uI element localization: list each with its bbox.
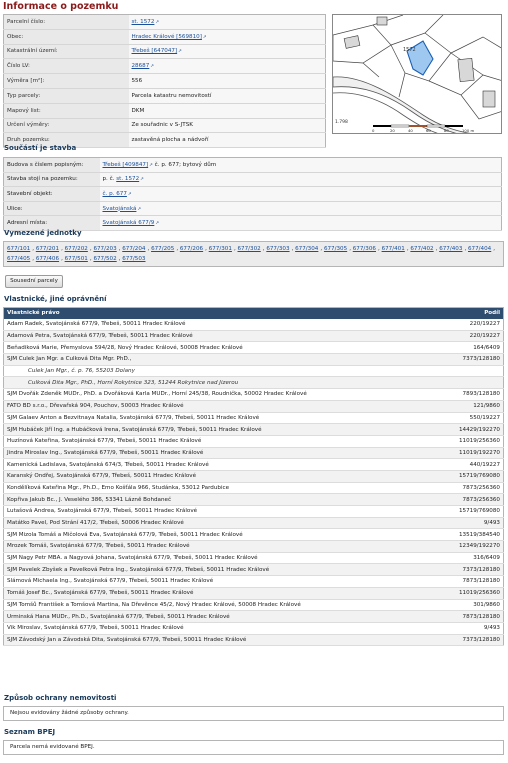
unit-link[interactable]: 677/501 [64, 256, 88, 262]
map-scale-label: 20 [390, 128, 395, 133]
owner-name: SJM Culek Jan Mgr. a Culková Dita Mgr. PhD., [4, 354, 434, 366]
info-row [4, 103, 326, 118]
owner-share: 7373/128180 [434, 354, 504, 366]
owner-row [4, 412, 504, 424]
building-value-prefix: p. č. [102, 176, 117, 183]
owner-share: 550/19227 [434, 412, 504, 424]
owner-sub-name: Culek Jan Mgr., č. p. 76, 55203 Dolany [4, 365, 434, 377]
building-row [4, 172, 502, 187]
unit-link[interactable]: 677/305 [323, 246, 348, 252]
owner-name: Adamová Petra, Svatojánská 677/9, Třebeš, 50011 Hradec Králové [4, 330, 434, 342]
unit-link[interactable]: 677/203 [93, 246, 117, 252]
external-link-icon[interactable]: ↗ [178, 49, 182, 55]
owner-share: 11019/256360 [434, 435, 504, 447]
owner-share: 15719/769080 [434, 470, 504, 482]
building-label: Stavba stojí na pozemku: [4, 172, 100, 187]
owner-row [4, 319, 504, 331]
owner-name: SJM Tomšů František a Tomšová Martina, Na Dřevěnce 45/2, Nový Hradec Králové, 50008 Hradec Králové [4, 599, 434, 611]
owner-row [4, 470, 504, 482]
owner-name: Kopřiva Jakub Bc., J. Veselého 386, 53341 Lázně Bohdaneč [4, 494, 434, 506]
external-link-icon[interactable]: ↗ [127, 191, 132, 197]
owner-name: SJM Galaev Anton a Bezvitnaya Natalia, Svatojánská 677/9, Třebeš, 50011 Hradec Králové [4, 412, 434, 424]
unit-link[interactable]: 677/201 [35, 246, 60, 252]
owner-name: SJM Nagy Petr MBA. a Nagyová Johana, Svatojánská 677/9, Třebeš, 50011 Hradec Králové [4, 552, 434, 564]
unit-link[interactable]: 677/101 [7, 246, 31, 252]
owner-share: 220/19227 [434, 319, 504, 331]
owner-name: Lutašová Andrea, Svatojánská 677/9, Třebeš, 50011 Hradec Králové [4, 506, 434, 518]
owner-share: 301/9860 [434, 599, 504, 611]
owner-sub-name: Culková Dita Mgr., PhD., Horní Rokytnice 323, 51244 Rokytnice nad Jizerou [4, 377, 434, 389]
owner-row [4, 517, 504, 529]
owner-name: SJM Závodský Jan a Závodská Dita, Svatojánská 677/9, Třebeš, 50011 Hradec Králové [4, 634, 434, 646]
owner-row [4, 576, 504, 588]
building-value-link[interactable]: č. p. 677 [102, 190, 127, 197]
info-label: Mapový list: [4, 103, 129, 118]
owner-share: 220/19227 [434, 330, 504, 342]
map-scale-label: 40 [408, 128, 413, 133]
info-label: Typ parcely: [4, 88, 129, 103]
unit-link[interactable]: 677/302 [237, 246, 261, 252]
unit-link[interactable]: 677/502 [93, 256, 117, 262]
unit-link[interactable]: 677/301 [208, 246, 232, 252]
owner-share: 121/9860 [434, 400, 504, 412]
owner-name: Jindra Miroslav Ing., Svatojánská 677/9, Třebeš, 50011 Hradec Králové [4, 447, 434, 459]
parcel-info-table [3, 14, 326, 148]
building-value-link[interactable]: Třebeš [409847] [102, 161, 149, 168]
owner-row [4, 622, 504, 634]
owner-row [4, 342, 504, 354]
owner-name: FATO BD s.r.o., Dřevařská 904, Pouchov, 50003 Hradec Králové [4, 400, 434, 412]
info-label: Výměra [m²]: [4, 74, 129, 89]
info-value-cell [129, 133, 326, 148]
map-corner-label: 1.798 [335, 120, 348, 125]
map-scale-bar [373, 125, 463, 127]
map-scale-label: 80 [444, 128, 449, 133]
info-value-link[interactable]: st. 1572 [131, 18, 155, 25]
owner-row [4, 482, 504, 494]
info-value-cell [129, 59, 326, 74]
building-row [4, 187, 502, 202]
unit-link[interactable]: 677/202 [64, 246, 88, 252]
info-value-cell [129, 15, 326, 30]
owner-name: SJM Hubáček Jiří Ing. a Hubáčková Irena, Svatojánská 677/9, Třebeš, 50011 Hradec Králové [4, 424, 434, 436]
owner-row [4, 459, 504, 471]
owner-row [4, 354, 504, 366]
owner-row [4, 599, 504, 611]
owner-row [4, 552, 504, 564]
protection-box: Nejsou evidovány žádné způsoby ochrany. [3, 706, 504, 721]
map-parcel-label: 1572 [403, 47, 416, 53]
parcel-map[interactable] [332, 14, 502, 134]
info-value-cell [129, 103, 326, 118]
info-label: Katastrální území: [4, 44, 129, 59]
page-title: Informace o pozemku [3, 1, 119, 12]
owner-row [4, 389, 504, 401]
info-row [4, 88, 326, 103]
units-heading: Vymezené jednotky [4, 229, 82, 237]
owner-name: Tomáš Josef Bc., Svatojánská 677/9, Třebeš, 50011 Hradec Králové [4, 587, 434, 599]
owner-name: Kamenická Ladislava, Svatojánská 674/3, Třebeš, 50011 Hradec Králové [4, 459, 434, 471]
owner-row [4, 611, 504, 623]
unit-link[interactable]: 677/303 [266, 246, 290, 252]
owner-share: 9/493 [434, 622, 504, 634]
unit-link[interactable]: 677/205 [151, 246, 175, 252]
owner-share [434, 377, 504, 389]
info-label: Parcelní číslo: [4, 15, 129, 30]
info-value-cell [129, 29, 326, 44]
owners-table [3, 307, 504, 646]
owner-row [4, 541, 504, 553]
owner-row [4, 634, 504, 646]
owner-name: Karanský Ondřej, Svatojánská 677/9, Třebeš, 50011 Hradec Králové [4, 470, 434, 482]
info-label: Číslo LV: [4, 59, 129, 74]
building-value-cell [100, 172, 502, 187]
building-value-cell [100, 187, 502, 202]
info-value: Ze souřadnic v S-JTSK [131, 122, 193, 129]
unit-link[interactable]: 677/306 [352, 246, 376, 252]
owner-share: 11019/256360 [434, 587, 504, 599]
owners-header-row [4, 308, 504, 319]
building-label: Stavební objekt: [4, 187, 100, 202]
building-heading: Součástí je stavba [4, 144, 77, 152]
protection-heading: Způsob ochrany nemovitosti [4, 694, 117, 702]
info-row [4, 15, 326, 30]
owner-share: 11019/192270 [434, 447, 504, 459]
owner-share: 7873/256360 [434, 494, 504, 506]
owner-name: Adam Radek, Svatojánská 677/9, Třebeš, 50011 Hradec Králové [4, 319, 434, 331]
info-value: zastavěná plocha a nádvoří [131, 137, 209, 144]
owner-row [4, 365, 504, 377]
owner-name: SJM Dvořák Zdeněk MUDr., PhD. a Dvořáková Karla MUDr., Horní 245/38, Roudnička, 50002 Hradec Králové [4, 389, 434, 401]
info-value-link[interactable]: Hradec Králové [569810] [131, 33, 202, 40]
unit-link[interactable]: 677/503 [122, 256, 146, 262]
info-row [4, 44, 326, 59]
owner-name: Mrozek Tomáš, Svatojánská 677/9, Třebeš, 50011 Hradec Králové [4, 541, 434, 553]
building-value-link[interactable]: st. 1572 [116, 176, 140, 183]
unit-link[interactable]: 677/401 [381, 246, 405, 252]
unit-link[interactable]: 677/402 [410, 246, 434, 252]
building-value-cell [100, 216, 502, 231]
units-list: 677/101 , 677/201 , 677/202 , 677/203 , 677/204 , 677/205 , 677/206 , 677/301 , 677/302 , 677/303 , 677/304 , 677/305 , 677/306 , 677/401 , 677/402 , 677/403 , 677/404 , 677/405 , 677/406 , 677/501 , 677/502 , 677/503 [3, 241, 504, 267]
map-scale-label: 0 [372, 128, 375, 133]
building-row [4, 201, 502, 216]
external-link-icon[interactable]: ↗ [150, 64, 155, 70]
info-label: Určení výměry: [4, 118, 129, 133]
info-row [4, 29, 326, 44]
building-value-rest: č. p. 677; bytový dům [152, 161, 217, 168]
unit-link[interactable]: 677/404 [468, 246, 492, 252]
owner-name: SJM Mizola Tomáš a Mičolová Eva, Svatojánská 677/9, Třebeš, 50011 Hradec Králové [4, 529, 434, 541]
info-label: Obec: [4, 29, 129, 44]
owner-share: 15719/769080 [434, 506, 504, 518]
owner-row [4, 447, 504, 459]
info-value-cell [129, 74, 326, 89]
building-label: Budova s číslem popisným: [4, 158, 100, 173]
owner-name: Matátko Pavel, Pod Strání 417/2, Třebeš, 50006 Hradec Králové [4, 517, 434, 529]
bpej-heading: Seznam BPEJ [4, 728, 56, 736]
owner-share: 7893/128180 [434, 389, 504, 401]
owner-column-header: Vlastnické právo [4, 308, 434, 319]
owner-name: Urminská Hana MUDr., Ph.D., Svatojánská 677/9, Třebeš, 50011 Hradec Králové [4, 611, 434, 623]
owner-share: 7373/128180 [434, 634, 504, 646]
info-row [4, 59, 326, 74]
owner-row [4, 424, 504, 436]
owner-row [4, 330, 504, 342]
unit-link[interactable]: 677/405 [7, 256, 31, 262]
owner-row [4, 435, 504, 447]
owner-row [4, 506, 504, 518]
owner-row [4, 400, 504, 412]
owners-heading: Vlastnické, jiné oprávnění [4, 295, 107, 303]
owner-row [4, 564, 504, 576]
external-link-icon[interactable]: ↗ [137, 206, 142, 212]
info-row [4, 118, 326, 133]
owner-name: Slámová Michaela Ing., Svatojánská 677/9, Třebeš, 50011 Hradec Králové [4, 576, 434, 588]
map-drawing [333, 15, 502, 134]
info-value: DKM [131, 107, 145, 114]
building-value-cell [100, 201, 502, 216]
owner-share: 164/6409 [434, 342, 504, 354]
owner-row [4, 494, 504, 506]
owner-share [434, 365, 504, 377]
owner-share: 14429/192270 [434, 424, 504, 436]
building-value-cell [100, 158, 502, 173]
info-value: Parcela katastru nemovitostí [131, 92, 212, 99]
info-value-link[interactable]: 28687 [131, 63, 150, 70]
unit-link[interactable]: 677/204 [122, 246, 146, 252]
owner-name: Kondělíková Kateřina Mgr., Ph.D., Emo Košťála 966, Studánka, 53012 Pardubice [4, 482, 434, 494]
neighbor-parcels-button[interactable]: Sousední parcely [5, 275, 63, 288]
building-table [3, 157, 502, 231]
owner-share: 440/19227 [434, 459, 504, 471]
info-label: Druh pozemku: [4, 133, 129, 148]
owner-share: 7873/128180 [434, 576, 504, 588]
owner-name: Vik Miroslav, Svatojánská 677/9, Třebeš, 50011 Hradec Králové [4, 622, 434, 634]
owner-row [4, 587, 504, 599]
external-link-icon[interactable]: ↗ [202, 34, 207, 40]
info-value: 556 [131, 78, 143, 85]
owner-name: Huzínová Kateřina, Svatojánská 677/9, Třebeš, 50011 Hradec Králové [4, 435, 434, 447]
info-row [4, 74, 326, 89]
owner-share: 7873/256360 [434, 482, 504, 494]
external-link-icon[interactable]: ↗ [155, 221, 160, 227]
owner-share: 316/6409 [434, 552, 504, 564]
owner-name: SJM Pavelek Zbyšek a Pavelková Petra Ing., Svatojánská 677/9, Třebeš, 50011 Hradec Králové [4, 564, 434, 576]
share-column-header: Podíl [434, 308, 504, 319]
external-link-icon[interactable]: ↗ [155, 19, 160, 25]
owner-share: 13519/384540 [434, 529, 504, 541]
building-label: Adresní místa: [4, 216, 100, 231]
unit-link[interactable]: 677/206 [179, 246, 204, 252]
unit-link[interactable]: 677/403 [439, 246, 463, 252]
owner-row [4, 529, 504, 541]
info-value-link[interactable]: Třebeš [647047] [131, 48, 178, 55]
unit-link[interactable]: 677/304 [295, 246, 319, 252]
building-label: Ulice: [4, 201, 100, 216]
external-link-icon[interactable]: ↗ [149, 162, 153, 168]
info-value-cell [129, 44, 326, 59]
owner-row [4, 377, 504, 389]
building-value-link[interactable]: Svatojánská [102, 205, 137, 212]
owner-share: 12349/192270 [434, 541, 504, 553]
info-value-cell [129, 88, 326, 103]
external-link-icon[interactable]: ↗ [140, 177, 144, 183]
owner-name: Beňadiková Marie, Přemyslova 594/28, Nový Hradec Králové, 50008 Hradec Králové [4, 342, 434, 354]
map-scale-label: 100 m [462, 128, 475, 133]
owner-share: 7373/128180 [434, 564, 504, 576]
building-value-link[interactable]: Svatojánská 677/9 [102, 220, 155, 227]
building-row [4, 158, 502, 173]
bpej-box: Parcela nemá evidované BPEJ. [3, 740, 504, 755]
unit-link[interactable]: 677/406 [35, 256, 60, 262]
info-value-cell [129, 118, 326, 133]
map-scale-label: 60 [426, 128, 431, 133]
owner-share: 7873/128180 [434, 611, 504, 623]
owner-share: 9/493 [434, 517, 504, 529]
